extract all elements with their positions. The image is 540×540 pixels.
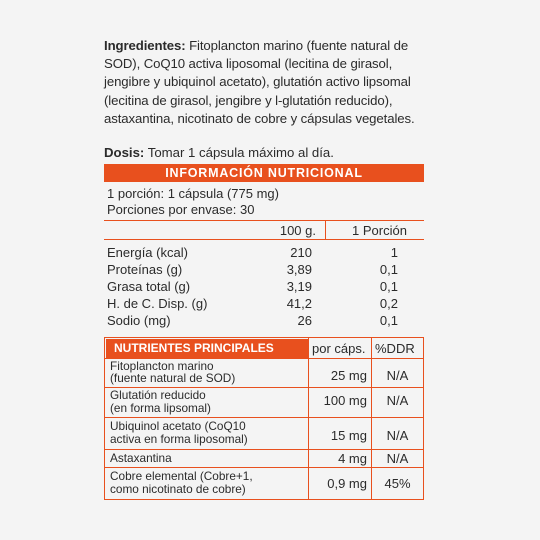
principal-nutrient-name: Glutatión reducido [110,388,206,402]
col-header-portion: 1 Porción [352,223,407,238]
ingredients-text: Fitoplancton marino (fuente natural de SOD), CoQ10 activa liposomal (lecitina de girasol, jengibre y ubiquinol acetato), glutatión activo lipsomal (lecitina de girasol, jengibre y l-glutatión reducido), astaxantina, nicotinato de cobre y cápsulas vegetales. [104,38,415,126]
principal-nutrient-detail: activa en forma liposomal) [110,432,248,446]
principal-nutrient-name: Astaxantina [110,451,172,465]
col-header-per-capsule: por cáps. [312,341,366,356]
principal-nutrient-amount: 100 mg [323,393,367,408]
nutrient-per100: 3,19 [286,279,312,294]
nutrient-portion: 0,1 [379,262,398,277]
dosis-text: Tomar 1 cápsula máximo al día. [144,145,334,160]
ingredients-label: Ingredientes: [104,38,186,53]
principal-nutrients-title: NUTRIENTES PRINCIPALES [106,339,308,358]
divider [104,220,424,221]
principal-nutrient-name: Fitoplancton marino [110,359,214,373]
principal-nutrient-name: Cobre elemental (Cobre+1, [110,469,253,483]
principal-nutrient-ddr: 45% [384,476,411,491]
nutrient-portion: 0,1 [379,279,398,294]
principal-nutrient-detail: (fuente natural de SOD) [110,371,236,385]
principal-nutrient-detail: (en forma lipsomal) [110,401,211,415]
nutrient-per100: 26 [297,313,312,328]
nutrient-portion: 0,1 [379,313,398,328]
nutrient-per100: 41,2 [286,296,312,311]
principal-nutrient-amount: 0,9 mg [327,476,367,491]
divider [308,338,309,499]
principal-nutrient-amount: 25 mg [330,368,367,383]
principal-nutrient-ddr: N/A [386,451,409,466]
dosis-paragraph [104,144,424,162]
nutrient-per100: 3,89 [286,262,312,277]
nutrient-portion: 0,2 [379,296,398,311]
servings-per-container: Porciones por envase: 30 [107,202,255,217]
divider [325,221,326,239]
principal-nutrient-amount: 15 mg [330,428,367,443]
dosis-label: Dosis: [104,145,145,160]
principal-nutrient-ddr: N/A [386,368,409,383]
principal-nutrient-amount: 4 mg [338,451,367,466]
principal-nutrient-name: Ubiquinol acetato (CoQ10 [110,419,246,433]
principal-nutrient-ddr: N/A [386,428,409,443]
nutrient-portion: 1 [390,245,398,260]
nutrient-name: Grasa total (g) [107,279,191,294]
nutrient-name: Proteínas (g) [107,262,183,277]
divider [371,338,372,499]
ingredients-paragraph [104,37,424,128]
nutrition-info-title: INFORMACIÓN NUTRICIONAL [104,164,424,182]
principal-nutrient-detail: como nicotinato de cobre) [110,482,246,496]
nutrient-name: Sodio (mg) [107,313,171,328]
col-header-ddr: %DDR [375,341,415,356]
col-header-100g: 100 g. [279,223,316,238]
divider [104,239,424,240]
nutrient-name: H. de C. Disp. (g) [107,296,208,311]
nutrient-per100: 210 [290,245,312,260]
portion-size: 1 porción: 1 cápsula (775 mg) [107,186,279,201]
principal-nutrient-ddr: N/A [386,393,409,408]
nutrient-name: Energía (kcal) [107,245,188,260]
